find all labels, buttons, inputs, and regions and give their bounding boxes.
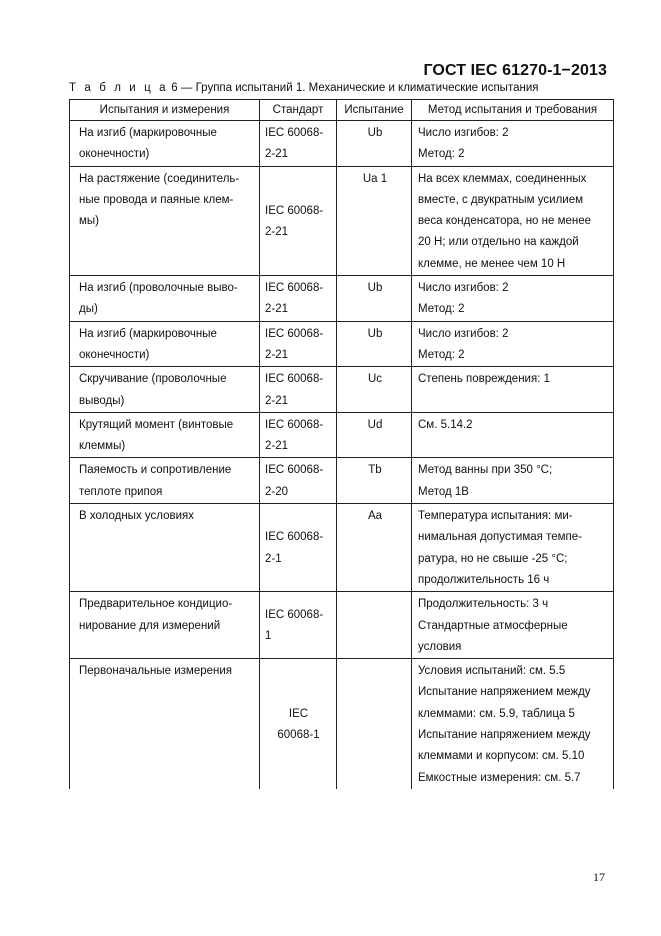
header-standard: Стандарт [260,100,337,121]
method-cell-line: Метод: 2 [418,148,465,161]
table-row [70,592,614,659]
test-name-cell-line: На изгиб (проволочные выво- [79,282,238,295]
method-cell-line: нимальная допустимая темпе- [418,531,582,544]
method-cell-line: 20 Н; или отдельно на каждой [418,236,579,249]
method-cell-line: условия [418,640,462,653]
test-name-cell [70,592,260,659]
method-cell-line: Условия испытаний: см. 5.5 [418,665,566,678]
test-code-cell: Ub [337,321,412,367]
standard-cell [260,367,337,413]
table-row [70,321,614,367]
method-cell-line: Емкостные измерения: см. 5.7 [418,771,581,784]
test-name-cell-line: В холодных условиях [79,510,194,523]
table-header-row [70,100,614,121]
method-cell-line: Испытание напряжением между [418,686,591,699]
test-name-cell-line: ды) [79,303,98,316]
table-row [70,121,614,167]
table-row [70,458,614,504]
standard-cell-line: IEC 60068- [265,327,324,340]
header-tests-measurements: Испытания и измерения [70,100,260,121]
page-number: 17 [593,870,605,884]
test-code-cell: Ua 1 [337,166,412,275]
table-row [70,659,614,789]
test-name-cell [70,458,260,504]
method-cell [412,659,614,789]
test-name-cell-line: Паяемость и сопротивление [79,464,232,477]
test-name-cell-line: нирование для измерений [79,619,221,632]
test-name-cell-line: На изгиб (маркировочные [79,127,217,139]
standard-cell-line: 2-21 [265,348,289,361]
standard-cell-line: 60068-1 [277,729,320,742]
method-cell-line: Степень повреждения: 1 [418,373,550,386]
standard-cell-line: IEC 60068- [265,464,324,477]
method-cell [412,458,614,504]
method-cell-line: клеммами: см. 5.9, таблица 5 [418,707,575,720]
header-method-requirements: Метод испытания и требования [412,100,614,121]
standard-cell-line: 2-21 [265,440,289,453]
method-cell-line: ратура, но не свыше -25 °С; [418,552,568,565]
table-row [70,412,614,458]
method-cell-line: Число изгибов: 2 [418,282,509,295]
header-test: Испытание [337,100,412,121]
test-name-cell-line: ные провода и паяные клем- [79,193,234,206]
standard-cell-line: 1 [265,630,272,643]
test-code-cell: Uc [337,367,412,413]
test-name-cell-line: выводы) [79,394,125,407]
standard-cell [260,166,337,275]
test-name-cell [70,276,260,322]
method-cell [412,276,614,322]
standard-cell-line: IEC 60068- [265,531,324,544]
test-name-cell-line: Крутящий момент (винтовые [79,418,234,431]
test-name-cell [70,412,260,458]
method-cell-line: веса конденсатора, но не менее [418,215,592,228]
standard-cell-line: 2-21 [265,303,289,316]
method-cell-line: клемме, не менее чем 10 Н [418,257,566,270]
test-name-cell [70,121,260,167]
standard-cell-line: IEC 60068- [265,127,324,139]
standard-cell-line: IEC 60068- [265,373,324,386]
table-row [70,276,614,322]
standard-cell-line: 2-21 [265,394,289,407]
test-name-cell-line: мы) [79,215,100,228]
standard-cell-line: IEC 60068- [265,282,324,295]
method-cell-line: Стандартные атмосферные [418,619,568,632]
test-code-cell: Ub [337,121,412,167]
test-code-cell: Ub [337,276,412,322]
standard-cell [260,458,337,504]
method-cell [412,592,614,659]
table-body [70,121,614,789]
test-name-cell-line: На изгиб (маркировочные [79,327,217,340]
test-name-cell-line: оконечности) [79,348,150,361]
method-cell-line: продолжительность 16 ч [418,573,550,586]
test-name-cell-line: На растяжение (соединитель- [79,172,240,185]
test-name-cell [70,321,260,367]
standard-cell [260,592,337,659]
test-name-cell [70,659,260,789]
standard-cell-line: 2-20 [265,485,289,498]
test-code-cell: Aa [337,504,412,592]
method-cell [412,321,614,367]
method-cell-line: вместе, с двукратным усилием [418,193,584,206]
table-caption-title: 6 — Группа испытаний 1. Механические и климатические испытания [168,82,539,94]
test-name-cell-line: Первоначальные измерения [79,665,233,678]
method-cell-line: Метод: 2 [418,348,465,361]
method-cell-line: Продолжительность: 3 ч [418,598,549,611]
test-code-cell [337,592,412,659]
method-cell-line: Метод ванны при 350 °С; [418,464,553,477]
table-row [70,166,614,275]
test-group-table [69,99,614,789]
test-name-cell-line: оконечности) [79,148,150,161]
method-cell [412,367,614,413]
standard-cell [260,121,337,167]
standard-cell-line: 2-21 [265,148,289,161]
test-name-cell [70,166,260,275]
table-row [70,367,614,413]
method-cell-line: Температура испытания: ми- [418,510,573,523]
test-code-cell: Tb [337,458,412,504]
method-cell-line: Метод 1В [418,485,469,498]
test-code-cell: Ud [337,412,412,458]
test-name-cell [70,367,260,413]
standard-cell [260,321,337,367]
method-cell-line: Число изгибов: 2 [418,327,509,340]
test-name-cell-line: теплоте припоя [79,485,163,498]
standard-cell [260,276,337,322]
standard-cell-line: IEC [288,707,309,720]
standard-cell [260,504,337,592]
standard-cell-line: IEC 60068- [265,608,324,621]
standard-cell-line: IEC 60068- [265,204,324,217]
method-cell [412,166,614,275]
standard-cell-line: IEC 60068- [265,418,324,431]
standard-cell [260,412,337,458]
table-row [70,504,614,592]
method-cell [412,412,614,458]
standard-cell-line: 2-1 [265,552,282,565]
test-name-cell-line: Скручивание (проволочные [79,373,227,386]
test-name-cell-line: Предварительное кондицио- [79,598,233,611]
method-cell [412,121,614,167]
method-cell-line: Число изгибов: 2 [418,127,509,139]
method-cell-line: Испытание напряжением между [418,729,591,742]
test-name-cell-line: клеммы) [79,440,126,453]
method-cell [412,504,614,592]
method-cell-line: См. 5.14.2 [418,418,473,431]
test-code-cell [337,659,412,789]
standard-cell-line: 2-21 [265,225,289,238]
method-cell-line: На всех клеммах, соединенных [418,172,587,185]
test-name-cell [70,504,260,592]
method-cell-line: клеммами и корпусом: см. 5.10 [418,750,585,763]
table-caption-label: Т а б л и ц а [69,82,169,94]
standard-designation: ГОСТ IEC 61270-1−2013 [423,62,607,79]
standard-cell [260,659,337,789]
method-cell-line: Метод: 2 [418,303,465,316]
table-caption [69,82,538,94]
